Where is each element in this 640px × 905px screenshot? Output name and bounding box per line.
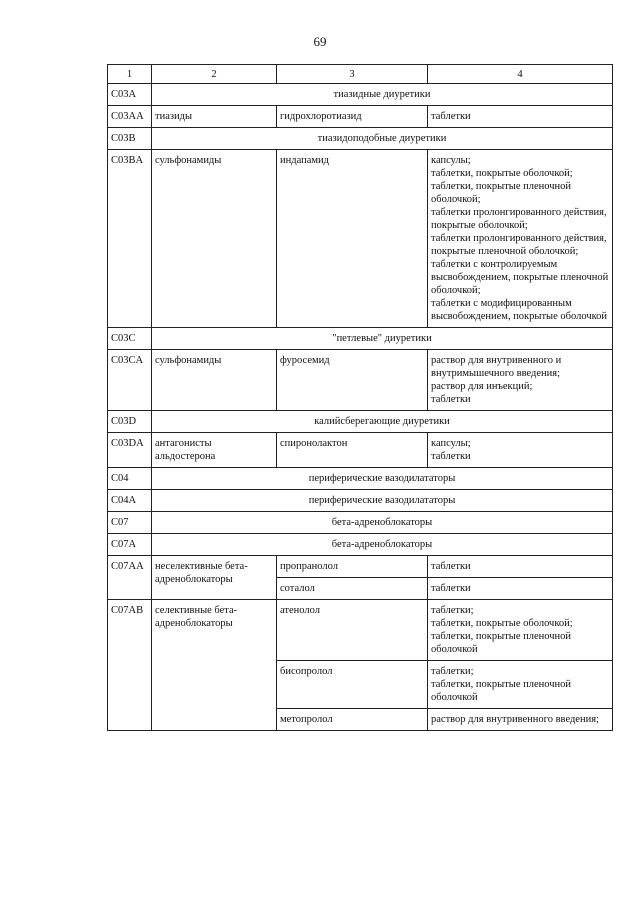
dosage-form: таблетки, покрытые пленочной оболочкой; [431, 181, 572, 205]
drug-name-cell: индапамид [277, 150, 428, 328]
dosage-forms-cell [428, 350, 613, 411]
atc-code-cell: C03BA [108, 150, 152, 328]
dosage-form: таблетки [431, 451, 471, 462]
group-row [108, 328, 613, 350]
dosage-forms-cell [428, 661, 613, 709]
dosage-form: раствор для инъекций; [431, 381, 533, 392]
group-title-cell: калийсберегающие диуретики [152, 411, 613, 433]
dosage-forms-cell [428, 433, 613, 468]
atc-code-cell: C03B [108, 128, 152, 150]
drug-name-cell: пропранолол [277, 556, 428, 578]
table-row [108, 150, 613, 328]
atc-code-cell: C03D [108, 411, 152, 433]
dosage-forms-cell [428, 106, 613, 128]
group-title-cell: бета-адреноблокаторы [152, 534, 613, 556]
dosage-form: раствор для внутривенного введения; [431, 714, 599, 725]
group-row [108, 84, 613, 106]
group-title-cell: периферические вазодилататоры [152, 490, 613, 512]
group-row [108, 490, 613, 512]
drug-name-cell: метопролол [277, 709, 428, 731]
drug-name-cell: бисопролол [277, 661, 428, 709]
dosage-form: таблетки пролонгированного действия, покрытые оболочкой; [431, 207, 607, 231]
group-row [108, 128, 613, 150]
dosage-form: таблетки, покрытые оболочкой; [431, 618, 573, 629]
dosage-forms-cell [428, 150, 613, 328]
dosage-form: капсулы; [431, 438, 471, 449]
page-number: 69 [313, 34, 327, 49]
column-header: 3 [277, 65, 428, 84]
group-name-cell: антагонисты альдостерона [152, 433, 277, 468]
dosage-form: капсулы; [431, 155, 471, 166]
atc-code-cell: C07 [108, 512, 152, 534]
group-name-cell: тиазиды [152, 106, 277, 128]
table-row [108, 600, 613, 661]
dosage-forms-cell [428, 556, 613, 578]
atc-code-cell: C04 [108, 468, 152, 490]
dosage-form: таблетки пролонгированного действия, покрытые пленочной оболочкой; [431, 233, 607, 257]
table-row [108, 350, 613, 411]
dosage-form: таблетки, покрытые пленочной оболочкой [431, 631, 572, 655]
dosage-form: таблетки; [431, 605, 474, 616]
drug-name-cell: атенолол [277, 600, 428, 661]
dosage-forms-cell [428, 600, 613, 661]
dosage-form: таблетки, покрытые оболочкой; [431, 168, 573, 179]
group-row [108, 411, 613, 433]
drug-table [107, 64, 613, 731]
table-row [108, 433, 613, 468]
atc-code-cell: C03A [108, 84, 152, 106]
atc-code-cell: C07AB [108, 600, 152, 731]
group-name-cell: неселективные бета-адреноблокаторы [152, 556, 277, 600]
group-title-cell: бета-адреноблокаторы [152, 512, 613, 534]
drug-name-cell: гидрохлоротиазид [277, 106, 428, 128]
column-header: 1 [108, 65, 152, 84]
group-row [108, 468, 613, 490]
table-body [108, 84, 613, 731]
group-title-cell: тиазидоподобные диуретики [152, 128, 613, 150]
dosage-forms-cell [428, 578, 613, 600]
dosage-form: таблетки [431, 561, 471, 572]
group-row [108, 512, 613, 534]
atc-code-cell: C07A [108, 534, 152, 556]
dosage-form: таблетки; [431, 666, 474, 677]
group-name-cell: сульфонамиды [152, 350, 277, 411]
drug-name-cell: соталол [277, 578, 428, 600]
table-row [108, 556, 613, 578]
column-header: 2 [152, 65, 277, 84]
dosage-form: раствор для внутривенного и внутримышечного введения; [431, 355, 562, 379]
table-row [108, 106, 613, 128]
dosage-form: таблетки с контролируемым высвобождением, покрытые пленочной оболочкой; [431, 259, 609, 296]
drug-name-cell: спиронолактон [277, 433, 428, 468]
group-row [108, 534, 613, 556]
atc-code-cell: C03AA [108, 106, 152, 128]
dosage-form: таблетки [431, 111, 471, 122]
atc-code-cell: C03CA [108, 350, 152, 411]
dosage-form: таблетки с модифицированным высвобождением, покрытые оболочкой [431, 298, 608, 322]
atc-code-cell: C04A [108, 490, 152, 512]
group-title-cell: "петлевые" диуретики [152, 328, 613, 350]
dosage-forms-cell [428, 709, 613, 731]
group-name-cell: сульфонамиды [152, 150, 277, 328]
dosage-form: таблетки [431, 394, 471, 405]
group-name-cell: селективные бета-адреноблокаторы [152, 600, 277, 731]
header-row [108, 65, 613, 84]
atc-code-cell: C03C [108, 328, 152, 350]
atc-code-cell: C07AA [108, 556, 152, 600]
column-header: 4 [428, 65, 613, 84]
dosage-form: таблетки, покрытые пленочной оболочкой [431, 679, 572, 703]
dosage-form: таблетки [431, 583, 471, 594]
atc-code-cell: C03DA [108, 433, 152, 468]
group-title-cell: периферические вазодилататоры [152, 468, 613, 490]
drug-name-cell: фуросемид [277, 350, 428, 411]
group-title-cell: тиазидные диуретики [152, 84, 613, 106]
